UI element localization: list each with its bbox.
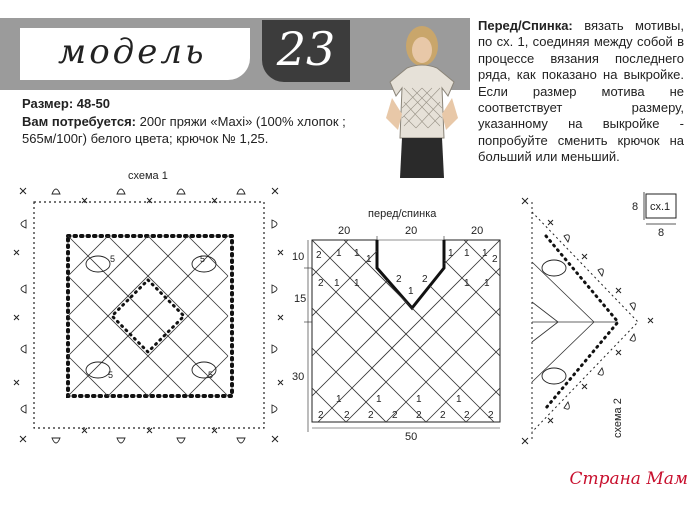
left-height-1: 10 [292, 251, 305, 263]
svg-text:5: 5 [110, 254, 116, 264]
left-height-2: 15 [294, 293, 307, 305]
svg-text:5: 5 [200, 254, 206, 264]
svg-text:2: 2 [318, 410, 324, 421]
svg-text:2: 2 [316, 250, 322, 261]
svg-text:2: 2 [396, 274, 402, 285]
svg-text:1: 1 [448, 248, 454, 259]
scheme2-label: схема 2 [612, 398, 624, 438]
watermark: Страна Мам [569, 469, 688, 489]
model-label-box [20, 28, 250, 80]
svg-text:1: 1 [366, 254, 372, 265]
pattern-diagram [288, 222, 518, 452]
materials-value: 200г пряжи «Maxi» (100% хлопок ; 565м/100г) белого цвета; крючок № 1,25. [22, 114, 346, 146]
svg-text:1: 1 [484, 278, 490, 289]
svg-text:2: 2 [416, 410, 422, 421]
top-width-2: 20 [405, 225, 418, 237]
svg-text:1: 1 [336, 248, 342, 259]
size-line: Размер: 48-50 [22, 96, 111, 111]
model-number-box [262, 20, 350, 82]
svg-text:2: 2 [344, 410, 350, 421]
top-width-3: 20 [471, 225, 484, 237]
svg-text:2: 2 [368, 410, 374, 421]
svg-text:2: 2 [492, 254, 498, 265]
svg-text:1: 1 [464, 248, 470, 259]
model-number: 23 [276, 22, 336, 76]
legend-label: сх.1 [650, 201, 671, 213]
pattern-title: перед/спинка [368, 208, 437, 220]
svg-text:2: 2 [464, 410, 470, 421]
svg-text:1: 1 [336, 394, 342, 405]
bottom-width: 50 [405, 431, 418, 443]
model-word: модель [58, 32, 207, 72]
svg-text:2: 2 [488, 410, 494, 421]
svg-text:1: 1 [354, 248, 360, 259]
top-width-1: 20 [338, 225, 351, 237]
svg-text:1: 1 [464, 278, 470, 289]
svg-text:1: 1 [408, 286, 414, 297]
svg-text:1: 1 [334, 278, 340, 289]
scheme1-diagram [12, 180, 287, 450]
svg-text:2: 2 [440, 410, 446, 421]
model-photo [372, 18, 472, 178]
left-height-3: 30 [292, 371, 305, 383]
svg-text:2: 2 [318, 278, 324, 289]
instructions-body: вязать мотивы, по сх. 1, соединяя между собой в процессе вязания последнего ряда, как показано на выкройке. Если размер мотива не соответствует размеру, указанному на выкройке - попробуйте сменить крючок на больший или меньший. [478, 18, 684, 165]
instructions-text [478, 18, 684, 166]
legend-col-value: 8 [658, 227, 665, 239]
svg-text:1: 1 [482, 248, 488, 259]
materials-text [22, 113, 367, 147]
svg-text:1: 1 [376, 394, 382, 405]
scheme2-diagram [518, 192, 671, 452]
scheme1-label: схема 1 [128, 170, 168, 182]
svg-text:5: 5 [208, 370, 214, 380]
materials-label: Вам потребуется: [22, 114, 136, 129]
svg-text:5: 5 [108, 370, 114, 380]
legend-row-value: 8 [632, 201, 639, 213]
svg-text:2: 2 [422, 274, 428, 285]
svg-text:1: 1 [354, 278, 360, 289]
svg-text:1: 1 [416, 394, 422, 405]
svg-text:1: 1 [456, 394, 462, 405]
instructions-label: Перед/Спинка: [478, 18, 573, 33]
svg-text:2: 2 [392, 410, 398, 421]
